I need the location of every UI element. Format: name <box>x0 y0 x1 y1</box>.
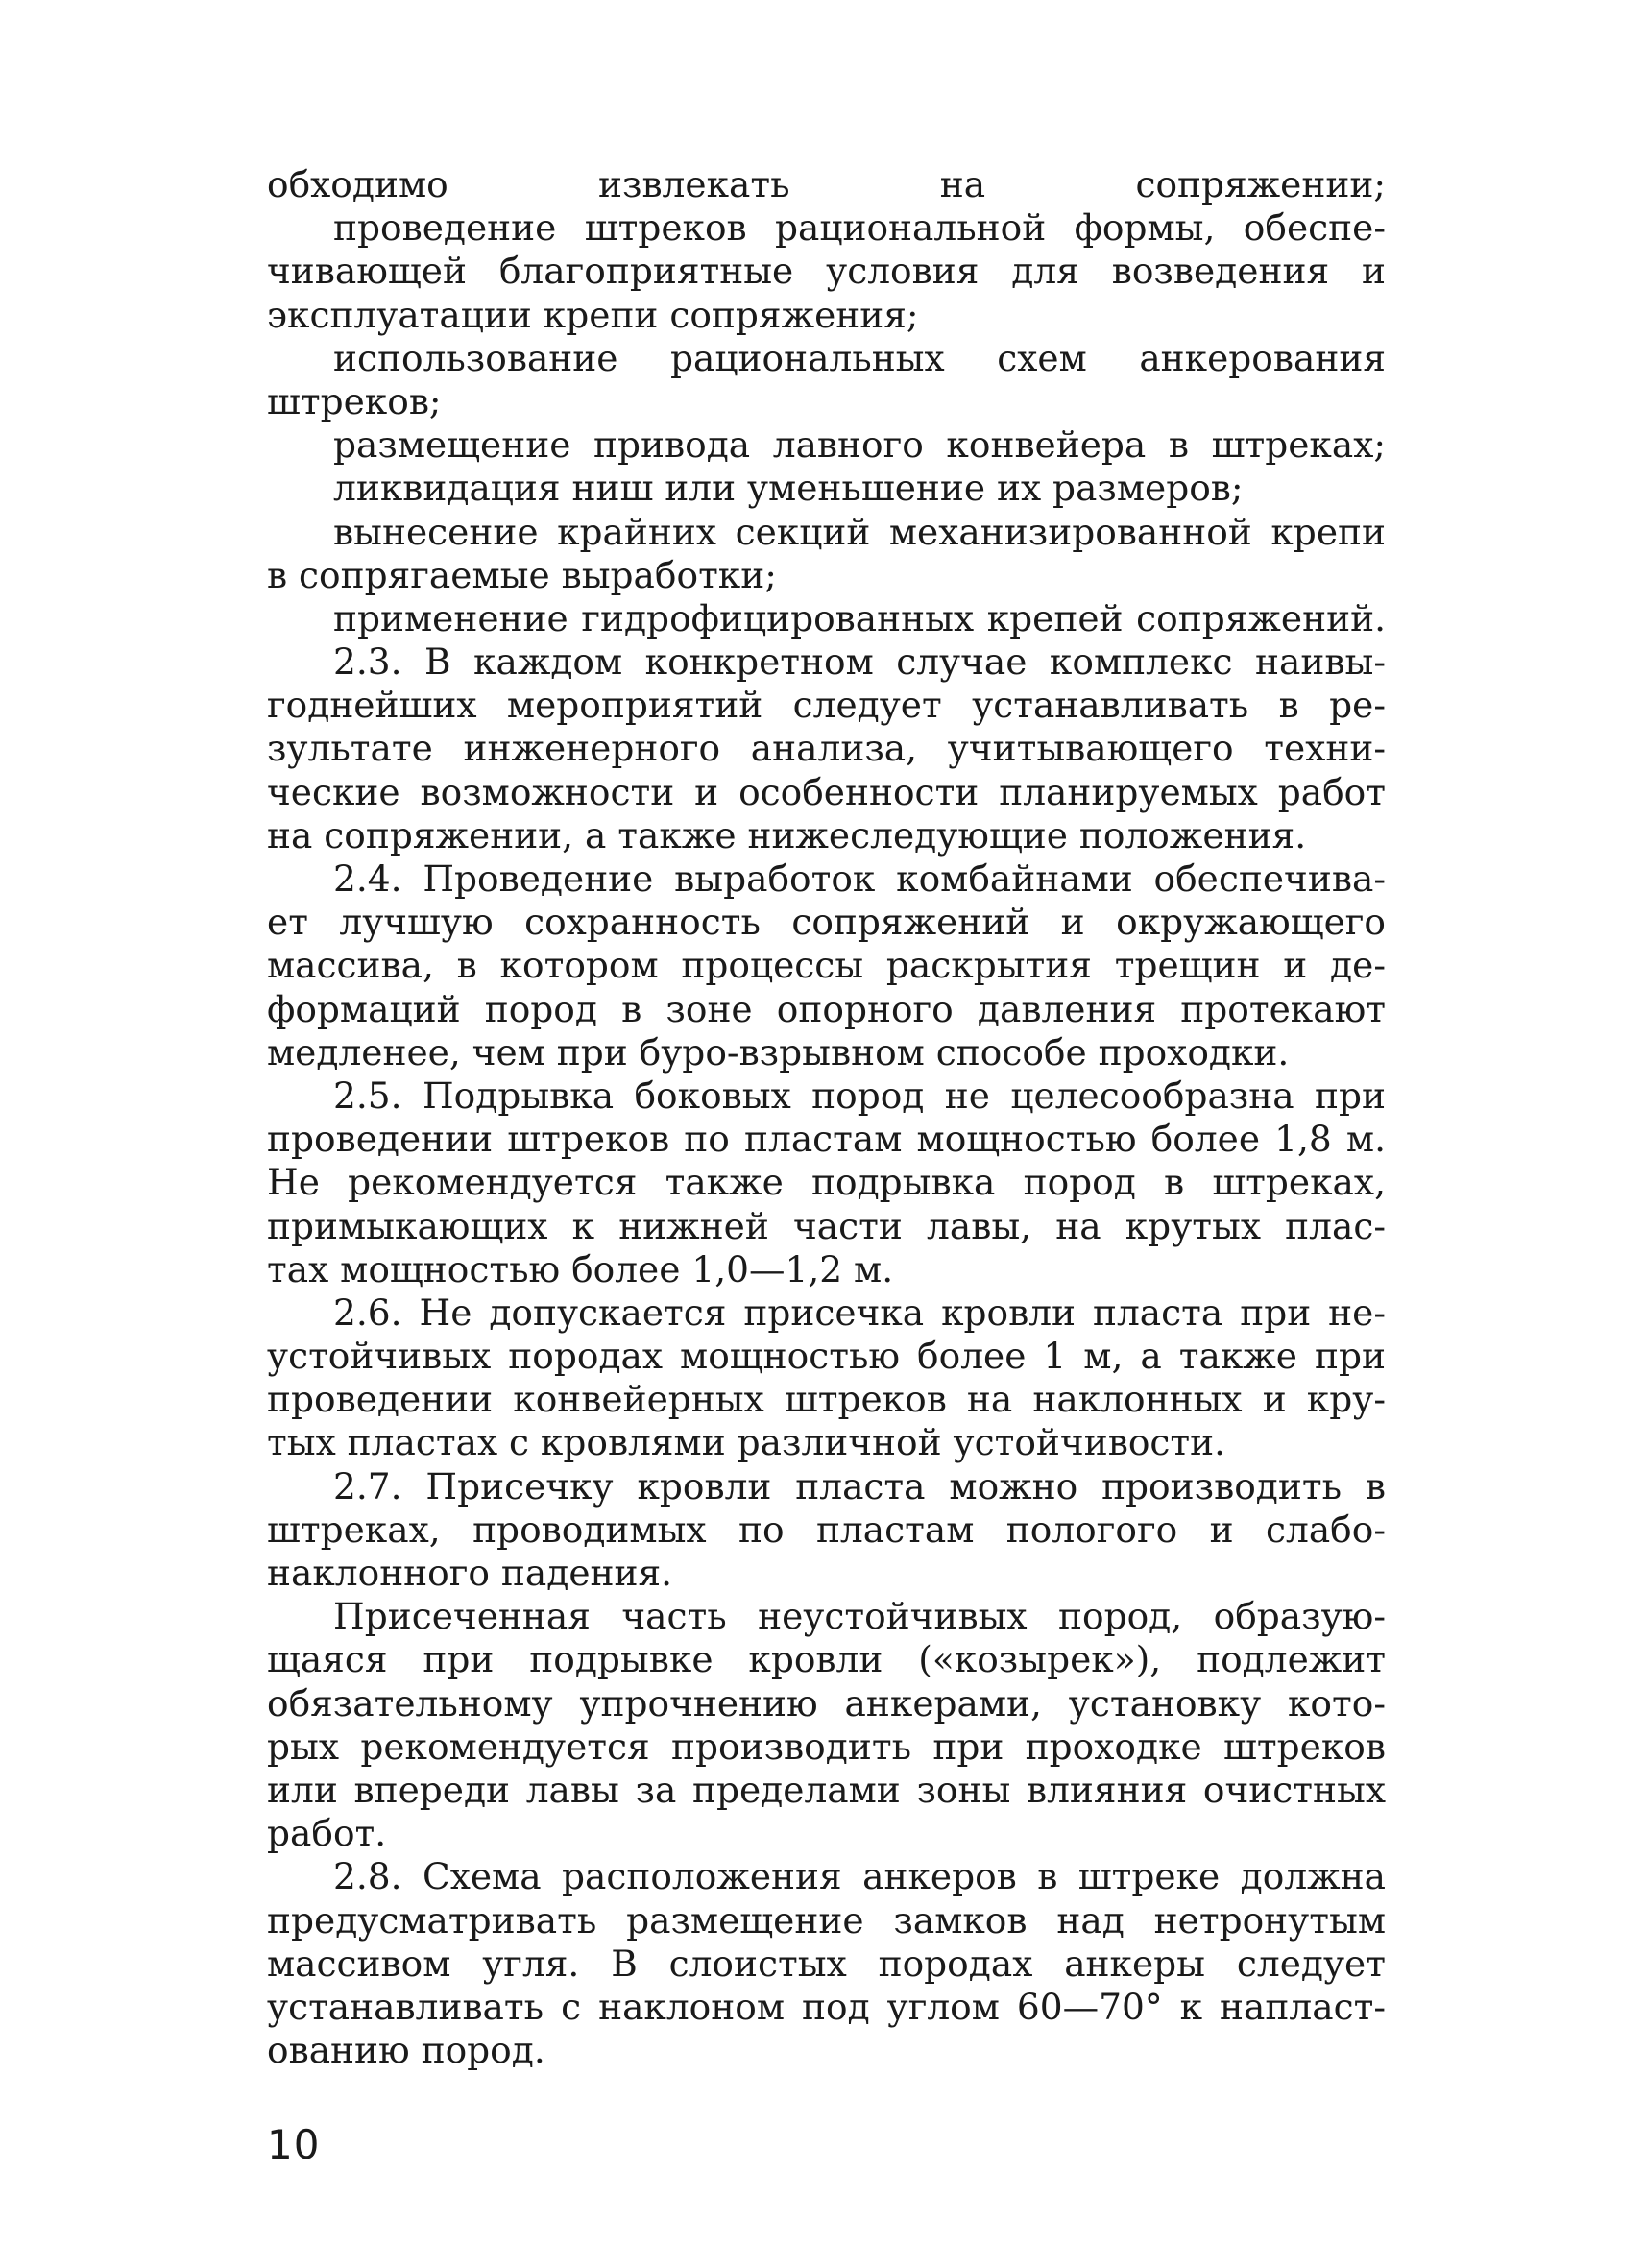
text-line: работ. <box>267 1812 387 1855</box>
text-line: 2.5. Подрывка боковых пород не целесообразна при <box>333 1074 1386 1117</box>
text-line: устанавливать с наклоном под углом 60—70° к напласт- <box>267 1985 1386 2028</box>
text-line: ованию пород. <box>267 2029 545 2072</box>
text-line: формаций пород в зоне опорного давления протекают <box>267 987 1386 1030</box>
text-body <box>267 163 1386 2072</box>
text-line: щаяся при подрывке кровли («козырек»), подлежит <box>267 1638 1386 1681</box>
text-line: предусматривать размещение замков над нетронутым <box>267 1898 1386 1942</box>
text-line: чивающей благоприятные условия для возведения и <box>267 250 1386 293</box>
text-line: проведении штреков по пластам мощностью более 1,8 м. <box>267 1118 1386 1161</box>
text-line: рых рекомендуется производить при проходке штреков <box>267 1725 1386 1768</box>
text-line: медленее, чем при буро-взрывном способе проходки. <box>267 1030 1290 1074</box>
text-line: наклонного падения. <box>267 1552 673 1594</box>
text-line: массивом угля. В слоистых породах анкеры следует <box>267 1942 1386 1985</box>
text-line: примыкающих к нижней части лавы, на крутых плас- <box>267 1204 1386 1247</box>
text-line: проведение штреков рациональной формы, обеспе- <box>333 206 1386 250</box>
text-line: использование рациональных схем анкерования <box>333 336 1386 379</box>
text-line: 2.7. Присечку кровли пласта можно производить в <box>333 1464 1386 1508</box>
text-line: на сопряжении, а также нижеследующие положения. <box>267 813 1307 857</box>
text-line: 2.4. Проведение выработок комбайнами обеспечива- <box>333 857 1386 900</box>
text-line: 2.6. Не допускается присечка кровли пласта при не- <box>333 1291 1386 1334</box>
text-line: проведении конвейерных штреков на наклонных и кру- <box>267 1378 1386 1421</box>
text-line: штреках, проводимых по пластам пологого и слабо- <box>267 1508 1386 1551</box>
text-line: массива, в котором процессы раскрытия трещин и де- <box>267 944 1386 987</box>
text-line: обходимо извлекать на сопряжении; <box>267 163 1386 205</box>
text-line: ет лучшую сохранность сопряжений и окружающего <box>267 901 1386 944</box>
text-line: эксплуатации крепи сопряжения; <box>267 293 919 336</box>
text-line: годнейших мероприятий следует устанавливать в ре- <box>267 684 1386 727</box>
page-number: 10 <box>267 2121 321 2168</box>
text-line: тах мощностью более 1,0—1,2 м. <box>267 1247 894 1291</box>
text-line: ческие возможности и особенности планируемых работ <box>267 770 1386 813</box>
text-line: в сопрягаемые выработки; <box>267 553 777 596</box>
text-line: 2.8. Схема расположения анкеров в штреке должна <box>333 1855 1386 1898</box>
text-line: Не рекомендуется также подрывка пород в штреках, <box>267 1161 1386 1204</box>
text-line: применение гидрофицированных крепей сопряжений. <box>333 596 1386 639</box>
text-line: ликвидация ниш или уменьшение их размеров; <box>333 467 1244 510</box>
text-line: или впереди лавы за пределами зоны влияния очистных <box>267 1768 1386 1811</box>
text-line: обязательному упрочнению анкерами, установку кото- <box>267 1681 1386 1725</box>
text-line: тых пластах с кровлями различной устойчивости. <box>267 1421 1226 1464</box>
text-line: Присеченная часть неустойчивых пород, образую- <box>333 1595 1386 1638</box>
text-line: зультате инженерного анализа, учитывающего техни- <box>267 727 1386 770</box>
text-line: вынесение крайних секций механизированной крепи <box>333 510 1386 553</box>
text-line: устойчивых породах мощностью более 1 м, а также при <box>267 1335 1386 1378</box>
text-line: штреков; <box>267 379 442 422</box>
text-line: размещение привода лавного конвейера в штреках; <box>333 423 1386 467</box>
text-line: 2.3. В каждом конкретном случае комплекс наивы- <box>333 640 1386 684</box>
